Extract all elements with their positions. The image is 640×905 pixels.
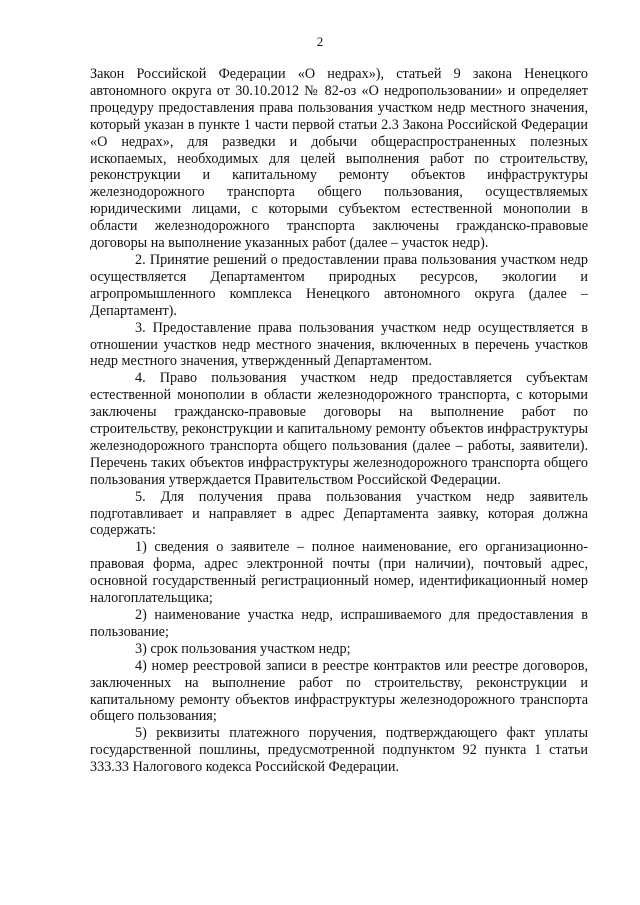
page-number: 2: [316, 34, 324, 49]
document-body: [90, 66, 588, 776]
subitem-4: 4) номер реестровой записи в реестре контрактов или реестре договоров, заключенных на выполнение работ по строительству, реконструкции и капитальному ремонту объектов инфраструктуры железнодорожного транспорта общего пользования;: [90, 657, 588, 725]
paragraph-item-3: 3. Предоставление права пользования участком недр осуществляется в отношении участков недр местного значения, включенных в перечень участков недр местного значения, утвержденный Департаментом.: [90, 319, 588, 370]
subitem-5: 5) реквизиты платежного поручения, подтверждающего факт уплаты государственной пошлины, предусмотренной подпунктом 92 пункта 1 статьи 333.33 Налогового кодекса Российской Федерации.: [90, 725, 588, 776]
paragraph-item-4: 4. Право пользования участком недр предоставляется субъектам естественной монополии в области железнодорожного транспорта, с которыми заключены гражданско-правовые договоры на выполнение работ по строительству, реконструкции и капитальному ремонту объектов инфраструктуры железнодорожного транспорта общего пользования (далее – работы, заявители). Перечень таких объектов инфраструктуры железнодорожного транспорта общего пользования утверждается Правительством Российской Федерации.: [90, 370, 588, 488]
subitem-2: 2) наименование участка недр, испрашиваемого для предоставления в пользование;: [90, 607, 588, 640]
paragraph-continuation: Закон Российской Федерации «О недрах»), статьей 9 закона Ненецкого автономного округа от 30.10.2012 № 82-оз «О недропользовании» и определяет процедуру предоставления права пользования участком недр местного значения, который указан в пункте 1 части первой статьи 2.3 Закона Российской Федерации «О недрах», для разведки и добычи общераспространенных полезных ископаемых, необходимых для целей выполнения работ по строительству, реконструкции и капитальному ремонту объектов инфраструктуры железнодорожного транспорта общего пользования, осуществляемых юридическими лицами, с которыми субъектом естественной монополии в области железнодорожного транспорта заключены гражданско-правовые договоры на выполнение указанных работ (далее – участок недр).: [90, 66, 588, 252]
subitem-3: 3) срок пользования участком недр;: [135, 640, 351, 657]
subitem-1: 1) сведения о заявителе – полное наименование, его организационно-правовая форма, адрес электронной почты (при наличии), почтовый адрес, основной государственный регистрационный номер, идентификационный номер налогоплательщика;: [90, 539, 588, 607]
paragraph-item-2: 2. Принятие решений о предоставлении права пользования участком недр осуществляется Департаментом природных ресурсов, экологии и агропромышленного комплекса Ненецкого автономного округа (далее – Департамент).: [90, 251, 588, 319]
paragraph-item-5: 5. Для получения права пользования участком недр заявитель подготавливает и направляет в адрес Департамента заявку, которая должна содержать:: [90, 488, 588, 539]
